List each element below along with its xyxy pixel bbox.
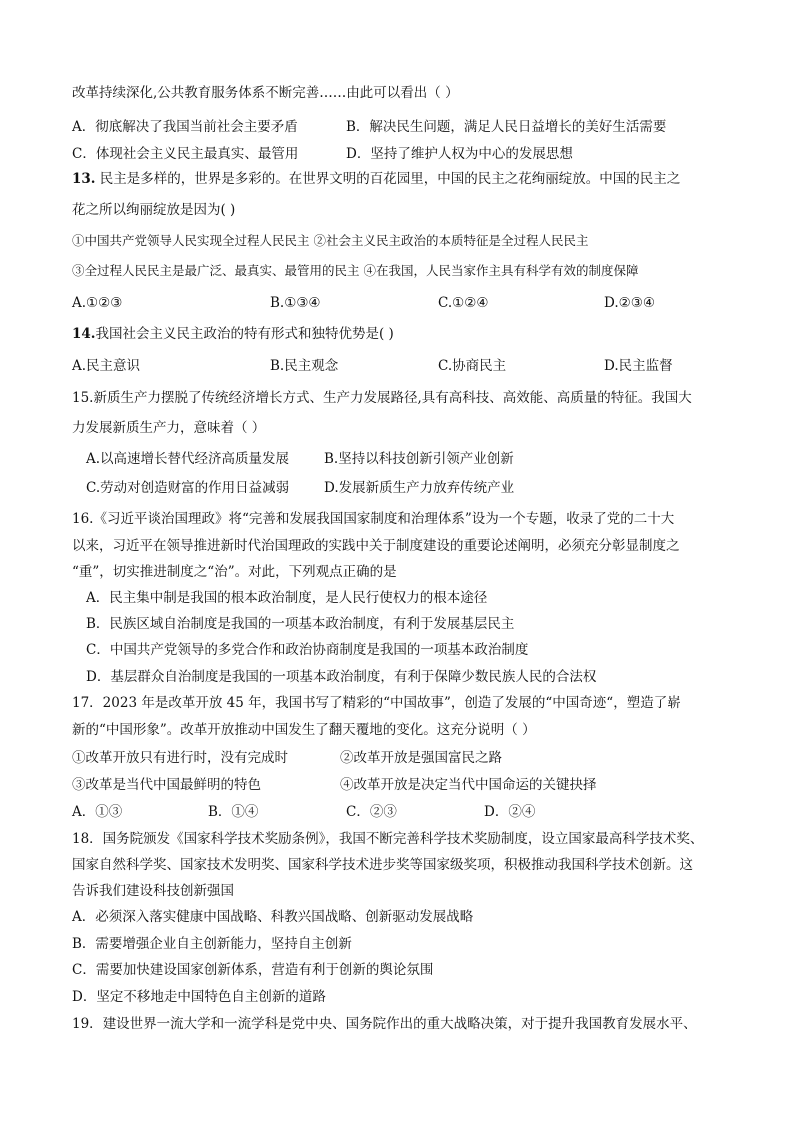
q13-option-b[interactable]: B.①③④ — [270, 295, 321, 311]
q17-option-a[interactable]: A．①③ — [72, 804, 123, 820]
q17-stem-line1: 17．2023 年是改革开放 45 年，我国书写了精彩的“中国故事”，创造了发展的“中国奇迹“，塑造了崭 — [72, 695, 681, 711]
q19-stem-line1 — [72, 1015, 697, 1033]
q18-stem-line1: 18．国务院颁发《国家科学技术奖励条例》，我国不断完善科学技术奖励制度，设立国家最高科学技术奖、 — [72, 831, 704, 847]
q16-option-d[interactable]: D．基层群众自治制度是我国的一项基本政治制度，有利于保障少数民族人民的合法权 — [86, 669, 597, 685]
q17-option-b[interactable]: B．①④ — [208, 804, 259, 820]
q14-option-a[interactable]: A.民主意识 — [72, 358, 141, 374]
q18-option-c[interactable]: C．需要加快建设国家创新体系，营造有利于创新的舆论氛围 — [72, 962, 434, 978]
q15-stem-line2: 力发展新质生产力，意味着（ ） — [72, 420, 266, 436]
q15-stem-line1: 15.新质生产力摆脱了传统经济增长方式、生产力发展路径,具有高科技、高效能、高质量的特征。我国大 — [72, 390, 692, 406]
q14-option-c[interactable]: C.协商民主 — [438, 358, 507, 374]
q16-option-a[interactable]: A．民主集中制是我国的根本政治制度，是人民行使权力的根本途径 — [86, 590, 488, 606]
q16-stem-line1: 16.《习近平谈治国理政》将“完善和发展我国国家制度和治理体系”设为一个专题，收录了党的二十大 — [72, 511, 675, 527]
q13-statements-3-4: ③全过程人民民主是最广泛、最真实、最管用的民主 ④在我国，人民当家作主具有科学有效的制度保障 — [72, 263, 639, 278]
q18-stem-line3: 告诉我们建设科技创新强国 — [72, 883, 234, 899]
q13-option-a[interactable]: A.①②③ — [72, 295, 123, 311]
q19-number: 19． — [72, 1016, 103, 1032]
q14-number: 14. — [72, 326, 96, 342]
q13-stem-text: 民主是多样的，世界是多彩的。在世界文明的百花园里，中国的民主之花绚丽绽放。中国的民主之 — [99, 171, 681, 187]
q18-option-d[interactable]: D．坚定不移地走中国特色自主创新的道路 — [72, 989, 326, 1005]
q15-option-a[interactable]: A.以高速增长替代经济高质量发展 — [86, 451, 290, 467]
q19-stem-text: 建设世界一流大学和一流学科是党中央、国务院作出的重大战略决策，对于提升我国教育发展水平、 — [102, 1016, 697, 1032]
q15-option-b[interactable]: B.坚持以科技创新引领产业创新 — [324, 451, 514, 467]
q16-option-b[interactable]: B．民族区域自治制度是我国的一项基本政治制度，有利于发展基层民主 — [86, 616, 515, 632]
q17-option-c[interactable]: C．②③ — [346, 804, 397, 820]
q14-option-d[interactable]: D.民主监督 — [604, 358, 673, 374]
q18-option-b[interactable]: B．需要增强企业自主创新能力，坚持自主创新 — [72, 936, 352, 952]
q17-statement-3: ③改革是当代中国最鲜明的特色 — [72, 777, 261, 793]
q17-option-d[interactable]: D．②④ — [484, 804, 536, 820]
q17-statement-1: ①改革开放只有进行时，没有完成时 — [72, 750, 288, 766]
q14-stem-text: 我国社会主义民主政治的特有形式和独特优势是( ) — [95, 326, 394, 342]
q12-option-c[interactable]: C．体现社会主义民主最真实、最管用 — [72, 146, 299, 162]
q13-stem-line2: 花之所以绚丽绽放是因为( ) — [72, 202, 236, 218]
q17-statement-4: ④改革开放是决定当代中国命运的关键抉择 — [340, 777, 597, 793]
q13-option-c[interactable]: C.①②④ — [438, 295, 489, 311]
q13-statements-1-2: ①中国共产党领导人民实现全过程人民民主 ②社会主义民主政治的本质特征是全过程人民民主 — [72, 233, 589, 248]
q14-option-b[interactable]: B.民主观念 — [270, 358, 339, 374]
q12-option-b[interactable]: B．解决民生问题，满足人民日益增长的美好生活需要 — [346, 119, 667, 135]
q13-option-d[interactable]: D.②③④ — [604, 295, 655, 311]
q12-option-a[interactable]: A．彻底解决了我国当前社会主要矛盾 — [72, 119, 298, 135]
q18-option-a[interactable]: A．必须深入落实健康中国战略、科教兴国战略、创新驱动发展战略 — [72, 909, 474, 925]
q14-stem — [72, 325, 394, 343]
q16-stem-line2: 以来，习近平在领导推进新时代治国理政的实践中关于制度建设的重要论述阐明，必须充分彰显制度之 — [72, 538, 680, 554]
q12-stem-tail: 改革持续深化,公共教育服务体系不断完善……由此可以看出（ ） — [72, 85, 459, 101]
q13-stem-line1 — [72, 170, 680, 188]
q17-statement-2: ②改革开放是强国富民之路 — [340, 750, 502, 766]
q16-option-c[interactable]: C．中国共产党领导的多党合作和政治协商制度是我国的一项基本政治制度 — [86, 642, 529, 658]
q13-number: 13. — [72, 171, 96, 187]
q12-option-d[interactable]: D．坚持了维护人权为中心的发展思想 — [346, 146, 573, 162]
q16-stem-line3: “重”，切实推进制度之“治”。对此，下列观点正确的是 — [72, 564, 397, 580]
q15-option-d[interactable]: D.发展新质生产力放弃传统产业 — [324, 480, 515, 496]
q17-stem-line2: 新的“中国形象”。改革开放推动中国发生了翻天覆地的变化。这充分说明（ ） — [72, 722, 536, 738]
q15-option-c[interactable]: C.劳动对创造财富的作用日益减弱 — [86, 480, 290, 496]
q18-stem-line2: 国家自然科学奖、国家技术发明奖、国家科学技术进步奖等国家级奖项，积极推动我国科学技术创新。这 — [72, 857, 693, 873]
